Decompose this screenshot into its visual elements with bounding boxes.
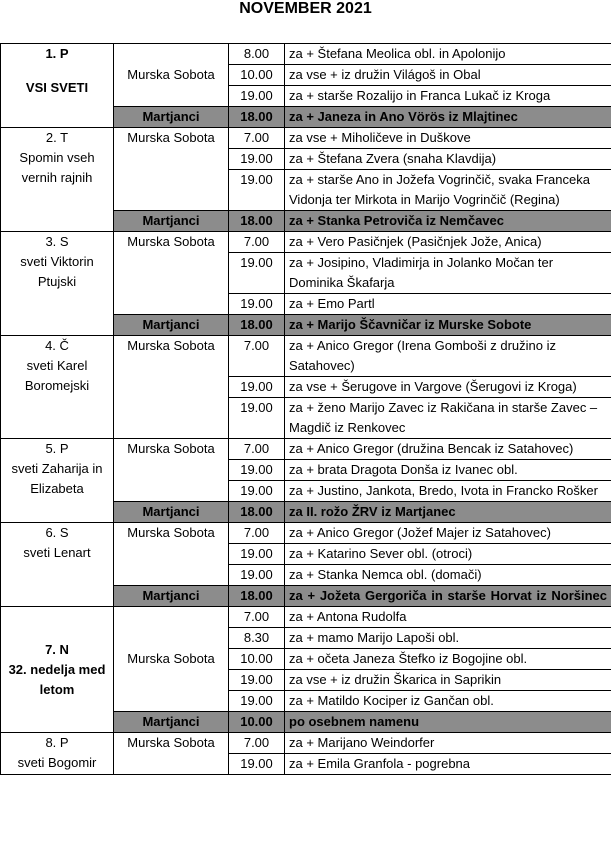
day-date: 4. Č <box>45 338 69 353</box>
mass-time: 19.00 <box>229 544 285 565</box>
mass-time: 7.00 <box>229 733 285 754</box>
mass-time: 19.00 <box>229 398 285 439</box>
location-cell: Murska Sobota <box>114 232 229 315</box>
day-date: 2. T <box>45 130 69 145</box>
martjanci-time: 18.00 <box>229 586 285 607</box>
location-cell: Murska Sobota <box>114 607 229 712</box>
day-feast: sveti Bogomir <box>17 755 97 770</box>
day-cell <box>1 607 114 733</box>
mass-time: 19.00 <box>229 170 285 211</box>
mass-time: 19.00 <box>229 253 285 294</box>
day-feast: VSI SVETI <box>25 80 89 95</box>
location-cell: Murska Sobota <box>114 733 229 775</box>
mass-intention: za + Katarino Sever obl. (otroci) <box>285 544 611 565</box>
day-feast: sveti Zaharija in Elizabeta <box>11 461 103 496</box>
day-date: 7. N <box>45 641 69 657</box>
mass-intention: za + Vero Pasičnjek (Pasičnjek Jože, Anica) <box>285 232 611 253</box>
location-cell: Murska Sobota <box>114 128 229 211</box>
mass-intention: za + Josipino, Vladimirja in Jolanko Močan ter Dominika Škafarja <box>285 253 611 294</box>
martjanci-intention: za II. rožo ŽRV iz Martjanec <box>285 502 611 523</box>
martjanci-location: Martjanci <box>114 315 229 336</box>
mass-intention: za vse + Šerugove in Vargove (Šerugovi iz Kroga) <box>285 377 611 398</box>
day-date: 1. P <box>45 46 69 61</box>
mass-intention: za + Justino, Jankota, Bredo, Ivota in Francko Rošker <box>285 481 611 502</box>
mass-intention: za + Emo Partl <box>285 294 611 315</box>
day-cell <box>1 44 114 128</box>
mass-intention: za + Emila Granfola - pogrebna <box>285 754 611 775</box>
mass-intention: za + Matildo Kociper iz Gančan obl. <box>285 691 611 712</box>
mass-time: 7.00 <box>229 336 285 377</box>
martjanci-time: 10.00 <box>229 712 285 733</box>
mass-time: 19.00 <box>229 670 285 691</box>
martjanci-time: 18.00 <box>229 502 285 523</box>
location-cell: Murska Sobota <box>114 439 229 502</box>
martjanci-time: 18.00 <box>229 315 285 336</box>
mass-intention: za + Stanka Nemca obl. (domači) <box>285 565 611 586</box>
mass-time: 19.00 <box>229 481 285 502</box>
day-cell <box>1 523 114 607</box>
martjanci-intention: za + Janeza in Ano Vörös iz Mlajtinec <box>285 107 611 128</box>
mass-time: 19.00 <box>229 754 285 775</box>
mass-time: 7.00 <box>229 128 285 149</box>
location-cell: Murska Sobota <box>114 523 229 586</box>
mass-intention: za + Anico Gregor (družina Bencak iz Satahovec) <box>285 439 611 460</box>
mass-intention: za + Anico Gregor (Irena Gomboši z družino iz Satahovec) <box>285 336 611 377</box>
mass-intention: za + ženo Marijo Zavec iz Rakičana in starše Zavec – Magdič iz Renkovec <box>285 398 611 439</box>
day-date: 6. S <box>45 525 69 540</box>
location-cell: Murska Sobota <box>114 336 229 439</box>
mass-time: 10.00 <box>229 65 285 86</box>
page-title: NOVEMBER 2021 <box>239 0 372 17</box>
mass-intention: za vse + iz družin Škarica in Saprikin <box>285 670 611 691</box>
table-row <box>1 232 611 253</box>
day-cell <box>1 128 114 232</box>
mass-intention: za + Anico Gregor (Jožef Majer iz Satahovec) <box>285 523 611 544</box>
mass-time: 7.00 <box>229 439 285 460</box>
day-feast: sveti Lenart <box>23 545 91 560</box>
mass-intention: za + očeta Janeza Štefko iz Bogojine obl. <box>285 649 611 670</box>
day-date: 5. P <box>45 441 69 456</box>
table-row <box>1 733 611 754</box>
mass-time: 19.00 <box>229 565 285 586</box>
martjanci-intention: za + Marijo Ščavničar iz Murske Sobote <box>285 315 611 336</box>
day-cell <box>1 439 114 523</box>
mass-time: 19.00 <box>229 149 285 170</box>
day-cell <box>1 733 114 775</box>
martjanci-time: 18.00 <box>229 211 285 232</box>
martjanci-time: 18.00 <box>229 107 285 128</box>
day-feast: sveti Viktorin Ptujski <box>20 254 94 289</box>
mass-time: 10.00 <box>229 649 285 670</box>
mass-time: 7.00 <box>229 607 285 628</box>
mass-intention: za + Štefana Meolica obl. in Apolonijo <box>285 44 611 65</box>
mass-time: 19.00 <box>229 691 285 712</box>
location-cell: Murska Sobota <box>114 44 229 107</box>
day-date: 8. P <box>45 735 69 750</box>
mass-intention: za vse + iz družin Világoš in Obal <box>285 65 611 86</box>
martjanci-location: Martjanci <box>114 712 229 733</box>
table-row <box>1 439 611 460</box>
martjanci-location: Martjanci <box>114 502 229 523</box>
table-row <box>1 523 611 544</box>
mass-time: 19.00 <box>229 460 285 481</box>
table-row <box>1 336 611 377</box>
mass-intention: za + Marijano Weindorfer <box>285 733 611 754</box>
mass-time: 7.00 <box>229 523 285 544</box>
mass-time: 8.30 <box>229 628 285 649</box>
mass-time: 19.00 <box>229 294 285 315</box>
mass-schedule-table <box>0 43 611 775</box>
day-feast: Spomin vseh vernih rajnih <box>19 150 95 185</box>
martjanci-location: Martjanci <box>114 586 229 607</box>
mass-intention: za + brata Dragota Donša iz Ivanec obl. <box>285 460 611 481</box>
day-cell <box>1 336 114 439</box>
mass-intention: za + mamo Marijo Lapoši obl. <box>285 628 611 649</box>
mass-time: 19.00 <box>229 86 285 107</box>
mass-intention: za + Štefana Zvera (snaha Klavdija) <box>285 149 611 170</box>
martjanci-intention: po osebnem namenu <box>285 712 611 733</box>
mass-time: 8.00 <box>229 44 285 65</box>
martjanci-location: Martjanci <box>114 211 229 232</box>
mass-intention: za + Antona Rudolfa <box>285 607 611 628</box>
martjanci-location: Martjanci <box>114 107 229 128</box>
martjanci-intention: za + Stanka Petroviča iz Nemčavec <box>285 211 611 232</box>
table-row <box>1 44 611 65</box>
mass-intention: za + starše Rozalijo in Franca Lukač iz Kroga <box>285 86 611 107</box>
martjanci-intention: za + Jožeta Gergoriča in starše Horvat iz Noršinec <box>285 586 611 607</box>
mass-time: 7.00 <box>229 232 285 253</box>
mass-intention: za vse + Miholičeve in Duškove <box>285 128 611 149</box>
day-feast: 32. nedelja med letom <box>8 661 106 697</box>
mass-intention: za + starše Ano in Jožefa Vogrinčič, svaka Franceka Vidonja ter Mirkota in Marijo Vogrinčič (Regina) <box>285 170 611 211</box>
table-row <box>1 128 611 149</box>
day-date: 3. S <box>45 234 69 249</box>
day-feast: sveti Karel Boromejski <box>24 358 90 393</box>
day-cell <box>1 232 114 336</box>
mass-time: 19.00 <box>229 377 285 398</box>
table-row <box>1 607 611 628</box>
